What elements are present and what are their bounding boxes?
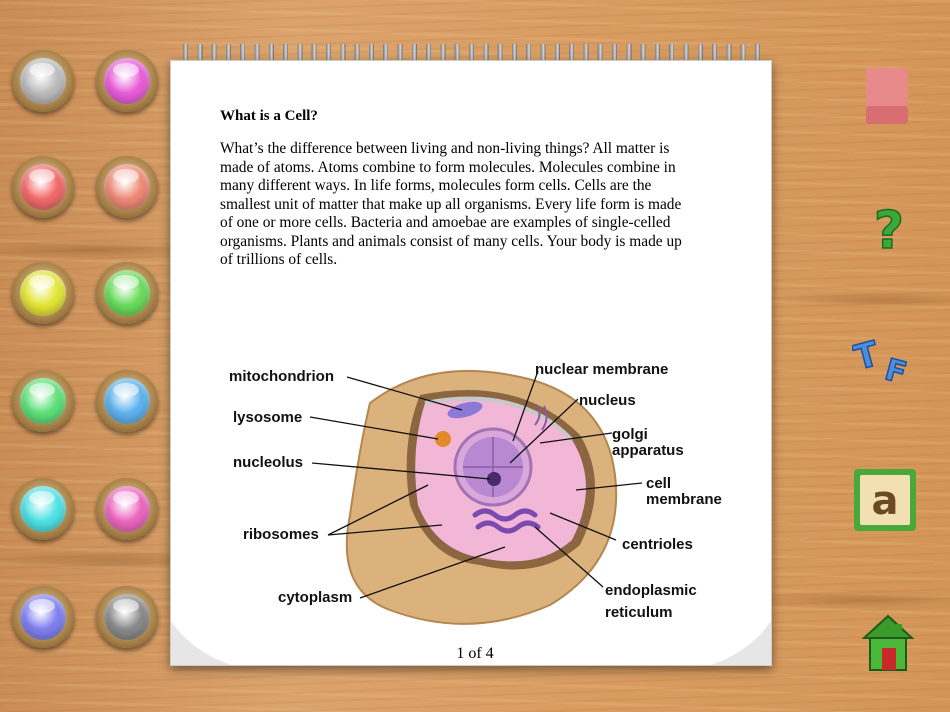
label-lysosome: lysosome <box>233 409 303 426</box>
color-dot <box>20 164 66 210</box>
eraser-button[interactable] <box>864 66 910 128</box>
highlighter-magenta[interactable] <box>96 50 158 112</box>
question-icon <box>866 200 912 258</box>
label-nuclear-membrane: nuclear membrane <box>535 361 669 378</box>
highlighter-pink[interactable] <box>96 478 158 540</box>
label-cytoplasm: cytoplasm <box>278 589 353 606</box>
label-nucleus: nucleus <box>579 392 636 409</box>
home-button[interactable] <box>862 612 914 672</box>
color-dot <box>104 378 150 424</box>
highlighter-cyan[interactable] <box>12 478 74 540</box>
svg-text:a: a <box>871 478 899 524</box>
color-dot <box>20 58 66 104</box>
letter-block-icon <box>852 467 918 533</box>
highlighter-dark-gray[interactable] <box>96 586 158 648</box>
label-nucleolus: nucleolus <box>233 454 304 471</box>
color-dot <box>104 270 150 316</box>
color-dot <box>20 486 66 532</box>
highlighter-gray[interactable] <box>12 50 74 112</box>
label-cell-membrane-2: membrane <box>646 491 722 508</box>
label-ribosomes: ribosomes <box>243 526 319 543</box>
svg-text:F: F <box>881 352 911 386</box>
label-cell-membrane-1: cell <box>646 475 672 492</box>
label-golgi-1: golgi <box>612 426 648 443</box>
highlighter-violet[interactable] <box>12 586 74 648</box>
highlighter-yellow[interactable] <box>12 262 74 324</box>
color-dot <box>104 594 150 640</box>
label-centrioles: centrioles <box>622 536 693 553</box>
highlighter-green[interactable] <box>96 262 158 324</box>
svg-text:?: ? <box>873 201 905 258</box>
color-dot <box>104 58 150 104</box>
label-mitochondrion: mitochondrion <box>229 368 334 385</box>
page-body-text: What’s the difference between living and non-living things? All matter is made of atoms. Atoms combine to form molecules. Molecules combine in many different ways. In life forms, molecules form cells. Cells are the smallest unit of matter that make up all organisms. Every life form is made of one or more cells. Bacteria and amoebae are examples of single-celled organisms. Plants and animals consist of many cells. Your body is made up of trillions of cells. <box>220 140 682 268</box>
label-golgi-2: apparatus <box>612 442 684 459</box>
color-dot <box>20 594 66 640</box>
eraser-icon <box>864 66 910 128</box>
svg-text:T: T <box>852 333 883 379</box>
true-false-icon <box>852 330 922 386</box>
page-title: What is a Cell? <box>220 108 318 124</box>
page-indicator: 1 of 4 <box>456 645 494 662</box>
highlighter-blue[interactable] <box>96 370 158 432</box>
color-dot <box>104 486 150 532</box>
label-er-1: endoplasmic <box>605 582 697 599</box>
label-er-2: reticulum <box>605 604 673 621</box>
vocabulary-button[interactable] <box>852 467 918 533</box>
highlighter-red[interactable] <box>12 156 74 218</box>
highlighter-salmon[interactable] <box>96 156 158 218</box>
color-dot <box>104 164 150 210</box>
true-false-button[interactable] <box>852 330 922 386</box>
color-dot <box>20 270 66 316</box>
cell-diagram <box>220 355 740 635</box>
help-button[interactable] <box>866 200 912 258</box>
color-dot <box>20 378 66 424</box>
highlighter-light-green[interactable] <box>12 370 74 432</box>
home-icon <box>862 612 914 672</box>
